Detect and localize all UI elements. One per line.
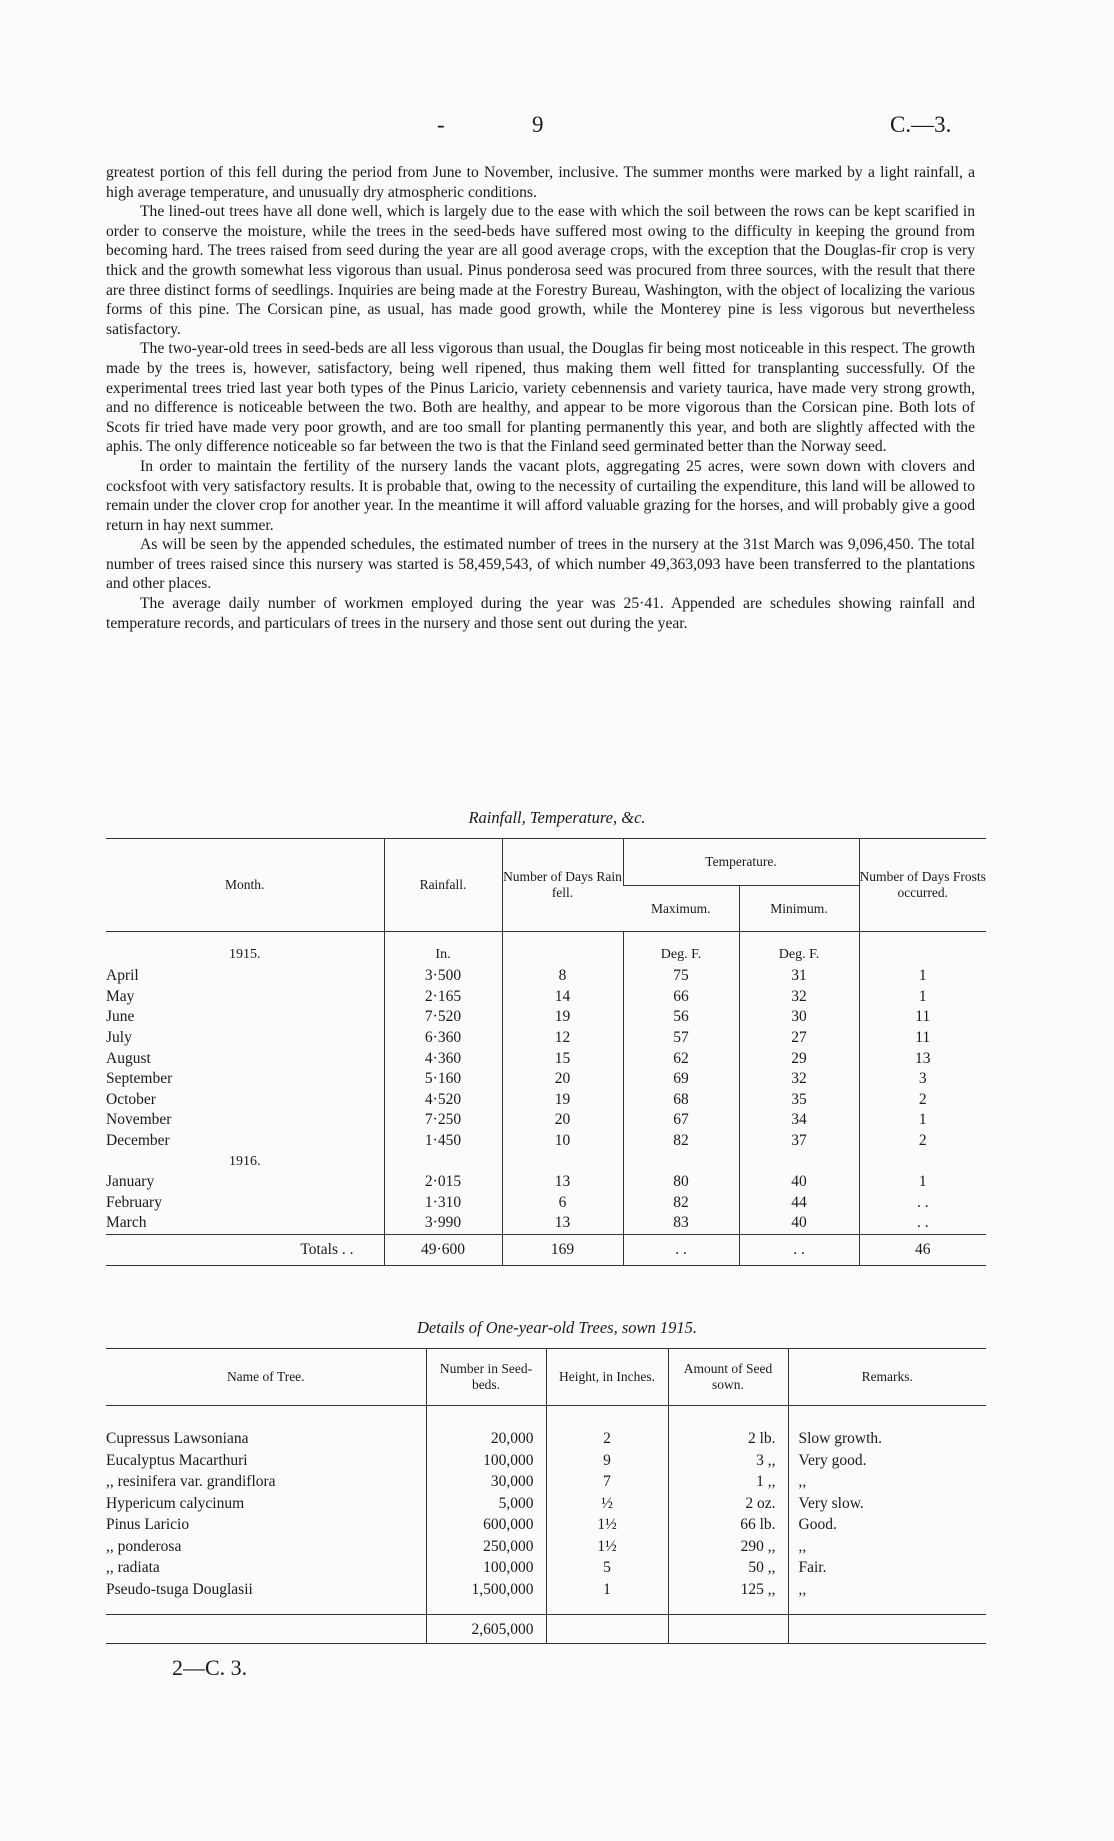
table-row — [106, 1428, 986, 1450]
seed-bed-number-cell: 250,000 — [426, 1536, 546, 1558]
seed-amount-cell: 2 oz. — [668, 1493, 788, 1515]
paragraph: The two-year-old trees in seed-beds are all less vigorous than usual, the Douglas fir being most noticeable in this respect. The growth made by the trees is, however, satisfactory, being well ripened, thus making them well fitted for transplanting successfully. Of the experimental trees tried last year both types of the Pinus Laricio, variety cebennensis and variety taurica, have made very strong growth, and no difference is noticeable between the two. Both are healthy, and appear to be more vigorous than the Corsican pine. Both lots of Scots fir tried have made very poor growth, and are too small for planting permanently this year, and both are slightly affected with the aphis. The only difference noticeable so far between the two is that the Finland seed germinated better than the Norway seed. — [106, 340, 975, 456]
max-temp-cell: 62 — [623, 1048, 739, 1069]
height-cell: 9 — [546, 1450, 668, 1472]
empty-cell — [546, 1615, 668, 1644]
min-temp-cell: 34 — [739, 1110, 859, 1131]
unit-rainfall: In. — [384, 932, 502, 967]
rainfall-cell: 4·360 — [384, 1048, 502, 1069]
empty-cell — [668, 1600, 788, 1615]
tree-name-cell: Eucalyptus Macarthuri — [106, 1451, 248, 1469]
table-row — [106, 1450, 986, 1472]
empty-cell — [106, 1600, 426, 1615]
seed-bed-number-cell: 1,500,000 — [426, 1579, 546, 1601]
height-cell: 7 — [546, 1471, 668, 1493]
seed-bed-number-cell: 100,000 — [426, 1450, 546, 1472]
rain-days-cell: 20 — [502, 1110, 623, 1131]
height-cell: 2 — [546, 1428, 668, 1450]
height-cell: 1½ — [546, 1536, 668, 1558]
rain-days-cell: 12 — [502, 1028, 623, 1049]
total-max: . . — [623, 1234, 739, 1265]
min-temp-cell: 40 — [739, 1172, 859, 1193]
frost-days-cell: 2 — [859, 1131, 986, 1152]
tree-name-cell: Hypericum calycinum — [106, 1494, 245, 1512]
table-row — [106, 1193, 986, 1214]
rainfall-cell: 2·165 — [384, 987, 502, 1008]
year-label: 1916. — [229, 1153, 261, 1169]
remarks-cell: Very slow. — [788, 1493, 986, 1515]
min-temp-cell: 29 — [739, 1048, 859, 1069]
empty-cell — [426, 1600, 546, 1615]
max-temp-cell: 67 — [623, 1110, 739, 1131]
paragraph: In order to maintain the fertility of the nursery lands the vacant plots, aggregating 25 acres, were sown down with clovers and cocksfoot with very satisfactory results. It is probable that, owing to the necessity of curtailing the expenditure, this land will be allowed to remain under the clover crop for another year. In the meantime it will afford valuable grazing for the horses, and will probably give a good return in hay next summer. — [106, 457, 975, 534]
min-temp-cell: 35 — [739, 1090, 859, 1111]
tree-name-cell: ,, resinifera var. grandiflora — [106, 1473, 276, 1491]
col-header-maximum: Maximum. — [623, 886, 739, 932]
height-cell: 5 — [546, 1557, 668, 1579]
seed-bed-number-cell: 600,000 — [426, 1514, 546, 1536]
unit-min: Deg. F. — [739, 932, 859, 967]
min-temp-cell: 40 — [739, 1213, 859, 1234]
max-temp-cell: 82 — [623, 1131, 739, 1152]
table-row — [106, 966, 986, 987]
month-cell: September — [106, 1070, 173, 1088]
max-temp-cell: 69 — [623, 1069, 739, 1090]
rain-days-cell: 6 — [502, 1193, 623, 1214]
body-text — [106, 163, 975, 633]
page-header — [0, 112, 1114, 142]
totals-label: Totals . . — [106, 1234, 384, 1265]
rainfall-cell: 3·500 — [384, 966, 502, 987]
month-cell: March — [106, 1214, 147, 1232]
empty-cell — [788, 1600, 986, 1615]
max-temp-cell: 75 — [623, 966, 739, 987]
table-row — [106, 1514, 986, 1536]
total-row — [106, 1615, 986, 1644]
max-temp-cell: 56 — [623, 1007, 739, 1028]
empty-cell — [384, 1151, 502, 1172]
paragraph: The average daily number of workmen employed during the year was 25·41. Appended are schedules showing rainfall and temperature records, and particulars of trees in the nursery and those sent out during the year. — [106, 595, 975, 632]
max-temp-cell: 82 — [623, 1193, 739, 1214]
col-header-minimum: Minimum. — [739, 886, 859, 932]
month-cell: November — [106, 1111, 172, 1129]
col-header-temperature: Temperature. — [623, 839, 859, 886]
frost-days-cell: 2 — [859, 1090, 986, 1111]
min-temp-cell: 30 — [739, 1007, 859, 1028]
rainfall-cell: 5·160 — [384, 1069, 502, 1090]
paragraph: The lined-out trees have all done well, which is largely due to the ease with which the soil between the rows can be kept scarified in order to conserve the moisture, while the trees in the seed-beds have suffered most owing to the difficulty in keeping the ground from becoming hard. The trees raised from seed during the year are all good average crops, with the exception that the Douglas-fir crop is very thick and the growth somewhat less vigorous than usual. Pinus ponderosa seed was procured from three sources, with the result that there are three distinct forms of seedlings. Inquiries are being made at the Forestry Bureau, Washington, with the object of localizing the various forms of this pine. The Corsican pine, as usual, has made good growth, while the Monterey pine is less vigorous but nevertheless satisfactory. — [106, 203, 975, 338]
spacer-row — [106, 1600, 986, 1615]
table-row — [106, 1069, 986, 1090]
remarks-cell: Good. — [788, 1514, 986, 1536]
min-temp-cell: 27 — [739, 1028, 859, 1049]
total-rainfall: 49·600 — [384, 1234, 502, 1265]
tree-name-cell: ,, ponderosa — [106, 1537, 182, 1555]
min-temp-cell: 32 — [739, 987, 859, 1008]
tree-name-cell: ,, radiata — [106, 1559, 160, 1577]
rainfall-table-caption: Rainfall, Temperature, &c. — [468, 808, 646, 827]
min-temp-cell: 44 — [739, 1193, 859, 1214]
col-header-rain-days: Number of Days Rain fell. — [502, 839, 623, 932]
remarks-cell: Fair. — [788, 1557, 986, 1579]
remarks-cell: ,, — [788, 1579, 986, 1601]
seed-bed-number-cell: 100,000 — [426, 1557, 546, 1579]
remarks-cell: Slow growth. — [788, 1428, 986, 1450]
trees-table-caption: Details of One-year-old Trees, sown 1915. — [417, 1318, 697, 1337]
max-temp-cell: 68 — [623, 1090, 739, 1111]
table-row — [106, 1493, 986, 1515]
empty-cell — [739, 1151, 859, 1172]
one-year-old-trees-table — [106, 1348, 986, 1644]
seed-amount-cell: 50 ,, — [668, 1557, 788, 1579]
height-cell: 1 — [546, 1579, 668, 1601]
seed-amount-cell: 3 ,, — [668, 1450, 788, 1472]
empty-cell — [106, 1615, 426, 1644]
col-header-frosts: Number of Days Frosts occurred. — [859, 839, 986, 932]
height-cell: 1½ — [546, 1514, 668, 1536]
month-cell: July — [106, 1029, 132, 1047]
paragraph: As will be seen by the appended schedules, the estimated number of trees in the nursery at the 31st March was 9,096,450. The total number of trees raised since this nursery was started is 58,459,543, of which number 49,363,093 have been transferred to the plantations and other places. — [106, 536, 975, 593]
seed-bed-number-cell: 5,000 — [426, 1493, 546, 1515]
rain-days-cell: 13 — [502, 1213, 623, 1234]
month-cell: December — [106, 1132, 170, 1150]
rain-days-cell: 20 — [502, 1069, 623, 1090]
table-row — [106, 1536, 986, 1558]
rainfall-cell: 1·310 — [384, 1193, 502, 1214]
frost-days-cell: . . — [859, 1193, 986, 1214]
remarks-cell: ,, — [788, 1536, 986, 1558]
table-row — [106, 987, 986, 1008]
unit-max: Deg. F. — [623, 932, 739, 967]
footer-reference: 2—C. 3. — [172, 1655, 248, 1680]
height-cell: ½ — [546, 1493, 668, 1515]
page-number: 9 — [532, 112, 544, 137]
frost-days-cell: 1 — [859, 1110, 986, 1131]
empty-cell — [788, 1615, 986, 1644]
table-row — [106, 1007, 986, 1028]
month-cell: August — [106, 1049, 151, 1067]
col-header-rainfall: Rainfall. — [384, 839, 502, 932]
rainfall-cell: 2·015 — [384, 1172, 502, 1193]
total-rain-days: 169 — [502, 1234, 623, 1265]
frost-days-cell: . . — [859, 1213, 986, 1234]
remarks-cell: Very good. — [788, 1450, 986, 1472]
total-frosts: 46 — [859, 1234, 986, 1265]
seed-bed-number-cell: 20,000 — [426, 1428, 546, 1450]
frost-days-cell: 13 — [859, 1048, 986, 1069]
header-dash: - — [437, 112, 445, 137]
tree-name-cell: Cupressus Lawsoniana — [106, 1430, 249, 1448]
tree-name-cell: Pinus Laricio — [106, 1516, 190, 1534]
max-temp-cell: 57 — [623, 1028, 739, 1049]
rainfall-table — [106, 838, 986, 1266]
max-temp-cell: 66 — [623, 987, 739, 1008]
rain-days-cell: 19 — [502, 1090, 623, 1111]
seed-amount-cell: 2 lb. — [668, 1428, 788, 1450]
total-min: . . — [739, 1234, 859, 1265]
rain-days-cell: 10 — [502, 1131, 623, 1152]
rainfall-cell: 4·520 — [384, 1090, 502, 1111]
month-cell: May — [106, 987, 135, 1005]
frost-days-cell: 1 — [859, 987, 986, 1008]
rain-days-cell: 13 — [502, 1172, 623, 1193]
rainfall-cell: 3·990 — [384, 1213, 502, 1234]
month-cell: January — [106, 1173, 155, 1191]
year-row — [106, 1151, 986, 1172]
month-cell: June — [106, 1008, 135, 1026]
table-row — [106, 1110, 986, 1131]
rain-days-cell: 8 — [502, 966, 623, 987]
tree-name-cell: Pseudo-tsuga Douglasii — [106, 1580, 253, 1598]
totals-row — [106, 1234, 986, 1265]
total-number-cell: 2,605,000 — [426, 1615, 546, 1644]
empty-cell — [502, 1151, 623, 1172]
col-header-remarks: Remarks. — [788, 1349, 986, 1406]
document-reference: C.—3. — [890, 112, 952, 137]
frost-days-cell: 11 — [859, 1028, 986, 1049]
month-cell: February — [106, 1193, 162, 1211]
table-row — [106, 1579, 986, 1601]
table-row — [106, 1557, 986, 1579]
paragraph: greatest portion of this fell during the period from June to November, inclusive. The summer months were marked by a light rainfall, a high average temperature, and unusually dry atmospheric conditions. — [106, 164, 975, 201]
year-label: 1915. — [229, 947, 261, 962]
seed-bed-number-cell: 30,000 — [426, 1471, 546, 1493]
empty-cell — [668, 1615, 788, 1644]
month-cell: April — [106, 967, 139, 985]
frost-days-cell: 1 — [859, 966, 986, 987]
empty-cell — [623, 1151, 739, 1172]
frost-days-cell: 1 — [859, 1172, 986, 1193]
col-header-month: Month. — [106, 839, 384, 932]
col-header-name: Name of Tree. — [106, 1349, 426, 1406]
month-cell: October — [106, 1090, 156, 1108]
rainfall-cell: 1·450 — [384, 1131, 502, 1152]
min-temp-cell: 32 — [739, 1069, 859, 1090]
seed-amount-cell: 125 ,, — [668, 1579, 788, 1601]
empty-cell — [546, 1600, 668, 1615]
max-temp-cell: 83 — [623, 1213, 739, 1234]
rain-days-cell: 14 — [502, 987, 623, 1008]
seed-amount-cell: 290 ,, — [668, 1536, 788, 1558]
table-row — [106, 1471, 986, 1493]
col-header-height: Height, in Inches. — [546, 1349, 668, 1406]
table-row — [106, 1028, 986, 1049]
rain-days-cell: 19 — [502, 1007, 623, 1028]
empty-cell — [859, 1151, 986, 1172]
max-temp-cell: 80 — [623, 1172, 739, 1193]
seed-amount-cell: 66 lb. — [668, 1514, 788, 1536]
min-temp-cell: 31 — [739, 966, 859, 987]
min-temp-cell: 37 — [739, 1131, 859, 1152]
seed-amount-cell: 1 ,, — [668, 1471, 788, 1493]
table-row — [106, 1090, 986, 1111]
table-row — [106, 1131, 986, 1152]
table-row — [106, 1172, 986, 1193]
col-header-number: Number in Seed-beds. — [426, 1349, 546, 1406]
remarks-cell: ,, — [788, 1471, 986, 1493]
rainfall-cell: 6·360 — [384, 1028, 502, 1049]
col-header-amount: Amount of Seed sown. — [668, 1349, 788, 1406]
rainfall-cell: 7·520 — [384, 1007, 502, 1028]
rain-days-cell: 15 — [502, 1048, 623, 1069]
frost-days-cell: 11 — [859, 1007, 986, 1028]
rainfall-cell: 7·250 — [384, 1110, 502, 1131]
units-row — [106, 932, 986, 967]
frost-days-cell: 3 — [859, 1069, 986, 1090]
table-row — [106, 1048, 986, 1069]
table-row — [106, 1213, 986, 1234]
